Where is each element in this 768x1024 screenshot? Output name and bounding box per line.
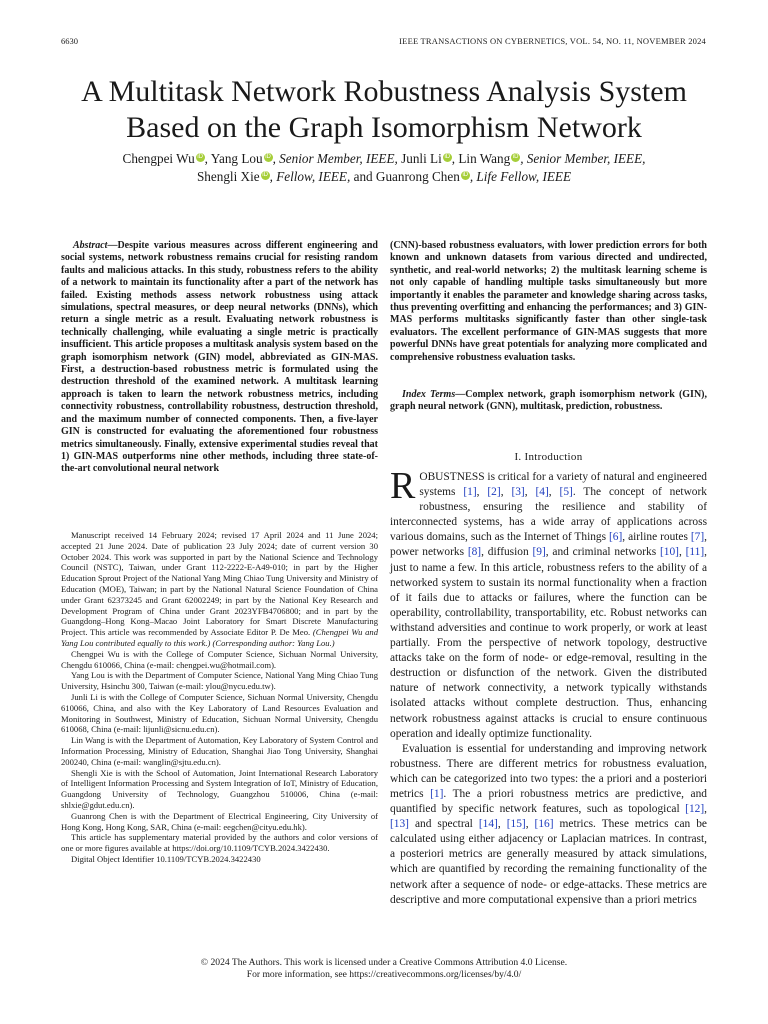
orcid-icon[interactable]: iD [197,153,203,160]
footnote-funding: Manuscript received 14 February 2024; revised 17 April 2024 and 11 June 2024; accepted 21 June 2024. Date of publication 23 July 2024; date of current version 30 October 2024. This work was supported in part by the National Science and Technology Council (NSTC), Taiwan, under Grant 112-2222-E-A49-010; in part by the Higher Education Sprout Project of the National Yang Ming Chiao Tung University and Ministry of Education (MOE), Taiwan; in part by the National Natural Science Foundation of China under Grant 62373245 and Grant 62002249; in part by the National Key Research and Development Program of China under Grant 2023YFB4706800; and in part by the Guangdong–Hong Kong–Macao Joint Laboratory for Smart Discrete Manufacturing Project. This article was recommended by Associate Editor P. De Meo. (Chengpei Wu and Yang Lou contributed equally to this work.) (Corresponding author: Yang Lou.) [61,530,378,648]
citation-link[interactable]: [5] [559,486,573,499]
license-link[interactable]: For more information, see https://creativecommons.org/licenses/by/4.0/ [246,969,522,980]
abstract-text: —Despite various measures across different engineering and social systems, network robustness remains crucial for resisting random faults and malicious attacks. In this study, robustness refers to the ability of a network to maintain its functionality after a part of the network has failed. Existing methods assess network robustness using attack simulations, spectral measures, or deep neural networks (DNNs), which return a single metric as a result. Evaluating network robustness is technically challenging, while evaluating a single metric is practically insufficient. This article proposes a multitask analysis system based on the graph isomorphism network (GIN) model, abbreviated as GIN-MAS. First, a destruction-based robustness metric is formulated using the destruction threshold of the examined network. A multitask learning approach is taken to learn the network robustness metrics, including connectivity robustness, controllability robustness, destruction threshold, and the maximum number of connected components. Then, a five-layer GIN is constructed for evaluating the aforementioned four robustness metrics simultaneously. Finally, extensive experimental studies reveal that 1) GIN-MAS outperforms nine other methods, including three state-of-the-art convolutional neural network [61,240,378,475]
citation-link[interactable]: [1] [430,787,444,800]
footnote-affiliation: Chengpei Wu is with the College of Computer Science, Sichuan Normal University, Chengdu 610066, China (e-mail: chengpei.wu@hotmail.com). [61,648,378,670]
index-terms [390,389,707,414]
footnote-supplementary: This article has supplementary material provided by the authors and color versions of one or more figures available at https://doi.org/10.1109/TCYB.2024.3422430. [61,832,378,854]
citation-link[interactable]: [14] [478,818,498,831]
author-line-2 [40,168,728,186]
intro-paragraph-2: Evaluation is essential for understanding and improving network robustness. There are different metrics for robustness evaluation, which can be categorized into two types: the a priori and a posteriori metrics [1]. The a priori robustness metrics are predictive, and quantified by specific network features, such as topological [12], [13] and spectral [14], [15], [16] metrics. These metrics can be calculated using either adjacency or Laplacian matrices. In contrast, a posteriori metrics are generally measured by attack simulations, which are quantified by recording the remaining functionality of the network after a sequence of node- or edge-attacks. These metrics are descriptive and more computational expensive than a priori metrics [390,742,707,906]
author-name: and Guanrong Chen [350,169,460,184]
citation-link[interactable]: [6] [609,531,623,544]
license-line: © 2024 The Authors. This work is licensed under a Creative Commons Attribution 4.0 License. [200,957,568,968]
footnote-affiliation: Guanrong Chen is with the Department of Electrical Engineering, City University of Hong Kong, Hong Kong, SAR, China (e-mail: eegchen@cityu.edu.hk). [61,810,378,832]
index-terms-text: —Complex network, graph isomorphism network (GIN), graph neural network (GNN), multitask, prediction, robustness. [390,389,707,413]
footnote-affiliation: Lin Wang is with the Department of Automation, Key Laboratory of System Control and Information Processing, Ministry of Education, Shanghai Jiao Tong University, Shanghai 200240, China (e-mail: wanglin@sjtu.edu.cn). [61,735,378,767]
intro-paragraph-1: ROBUSTNESS is critical for a variety of natural and engineered systems [1], [2], [3], [4], [5]. The concept of network robustness, ensuring the resilience and stability of interconnected systems, has a wide array of applications across various domains, such as the Internet of Things [6], airline routes [7], power networks [8], diffusion [9], and criminal networks [10], [11], just to name a few. In this article, robustness refers to the ability of a networked system to sustain its normal functionality when a fraction of it fails due to attacks or failures, where the function can be operability, controllability, transportability, etc. Robust networks can withstand adversities and continue to work properly, or work at least partially. From the perspective of network topology, destructive attacks take on the form of node- or edge-removal, resulting in the destruction or disfunction of the network. Given the distributed nature of network connectivity, a network typically withstands isolated attacks without complete destruction. Thus, enhancing network robustness against attacks is crucial to ensure continuous operation and ideally optimize functionality. [390,465,708,740]
footnote-doi: Digital Object Identifier 10.1109/TCYB.2024.3422430 [71,853,261,864]
orcid-icon[interactable]: iD [462,171,469,178]
author-role: , Fellow, IEEE, [269,169,351,184]
citation-link[interactable]: [9] [532,546,546,559]
footnote-affiliation: Shengli Xie is with the School of Automation, Joint International Research Laboratory of Intelligent Information Processing and System Integration of IoT, Ministry of Education, Guangdong University of Technology, Guangzhou 510006, China (e-mail: shlxie@gdut.edu.cn). [61,767,378,810]
abstract-right: (CNN)-based robustness evaluators, with lower prediction errors for both known and unknown datasets from various directed and undirected, synthetic, and real-world networks; 2) the multitask learning scheme is not only capable of handling multiple tasks simultaneously but more importantly it enables the parameter and knowledge sharing across tasks, thus preventing overfitting and enhancing the performances; and 3) GIN-MAS performs multitasks significantly faster than other single-task evaluators. The excellent performance of GIN-MAS suggests that more powerful DNNs have great potentials for analyzing more complicated and comprehensive robustness evaluation tasks. [390,240,707,363]
footnote-affiliation: Junli Li is with the College of Computer Science, Sichuan Normal University, Chengdu 610066, China, and also with the Key Laboratory of Land Resources Evaluation and Monitoring in Southwest, Ministry of Education, Sichuan Normal University, Chengdu 610068, China (e-mail: lijunli@sicnu.edu.cn). [61,691,378,735]
author-role: , Senior Member, IEEE, [272,151,398,166]
footnotes [61,530,378,865]
citation-link[interactable]: [10] [659,546,679,559]
footnote-contribution: (Chengpei Wu and Yang Lou contributed equally to this work.) (Corresponding author: Yang Lou.) [61,627,378,648]
author-name: , Yang Lou [204,151,263,166]
journal-header: IEEE TRANSACTIONS ON CYBERNETICS, VOL. 54, NO. 11, NOVEMBER 2024 [399,36,706,46]
author-role: , Senior Member, IEEE, [520,151,646,166]
author-name: Shengli Xie [196,169,260,184]
citation-link[interactable]: [7] [690,531,705,544]
orcid-icon[interactable]: iD [265,153,271,160]
citation-link[interactable]: [2] [487,486,501,499]
citation-link[interactable]: [8] [467,546,482,559]
abstract-left [61,240,378,476]
author-line-1 [40,150,728,168]
page-number: 6630 [61,36,78,46]
introduction-body [390,465,708,908]
citation-link[interactable]: [15] [506,818,526,831]
orcid-icon[interactable]: iD [512,153,519,160]
author-role: , Life Fellow, IEEE [469,169,572,184]
abstract-label: Abstract [73,240,108,251]
author-name: , Lin Wang [451,151,511,166]
index-terms-label: Index Terms [402,389,456,400]
citation-link[interactable]: [13] [390,818,409,831]
author-name: Junli Li [397,151,442,166]
author-list [40,150,728,186]
author-name: Chengpei Wu [122,151,195,166]
section-heading: I. Introduction [514,451,583,463]
citation-link[interactable]: [1] [463,486,477,499]
citation-link[interactable]: [12] [685,803,705,816]
paper-title [40,74,728,146]
dropcap: R [390,465,416,507]
citation-link[interactable]: [3] [511,486,525,499]
orcid-icon[interactable]: iD [444,153,451,160]
title-line-1: A Multitask Network Robustness Analysis System [81,75,687,108]
license-notice [0,957,768,981]
citation-link[interactable]: [4] [535,486,549,499]
orcid-icon[interactable]: iD [262,171,268,178]
citation-link[interactable]: [11] [685,546,705,559]
title-line-2: Based on the Graph Isomorphism Network [126,111,642,144]
citation-link[interactable]: [16] [534,818,554,831]
footnote-affiliation: Yang Lou is with the Department of Computer Science, National Yang Ming Chiao Tung University, Hsinchu 300, Taiwan (e-mail: ylou@nycu.edu.tw). [61,670,378,692]
